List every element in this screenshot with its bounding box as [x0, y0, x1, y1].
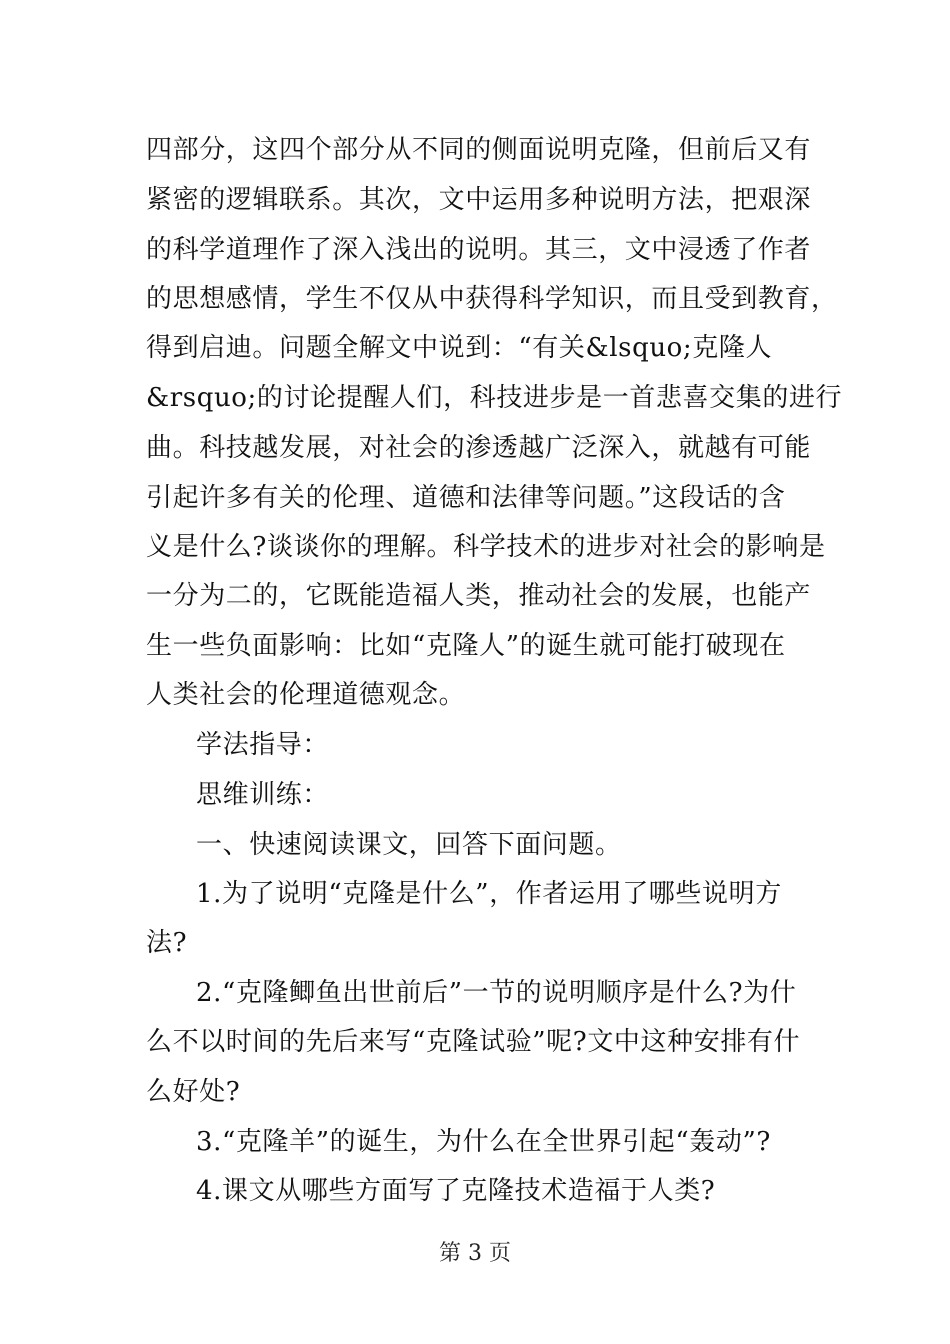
text-line: &rsquo;的讨论提醒人们，科技进步是一首悲喜交集的进行	[146, 383, 843, 413]
text-line: 紧密的逻辑联系。其次，文中运用多种说明方法，把艰深	[146, 185, 812, 215]
question-item-continuation: 法?	[146, 928, 188, 958]
question-item: 4.课文从哪些方面写了克隆技术造福于人类?	[196, 1176, 716, 1206]
text-line: 得到启迪。问题全解文中说到：“有关&lsquo;克隆人	[146, 333, 773, 363]
text-line: 义是什么?谈谈你的理解。科学技术的进步对社会的影响是	[146, 532, 826, 562]
section-heading: 学法指导：	[196, 730, 330, 760]
question-item-continuation: 么不以时间的先后来写“克隆试验”呢?文中这种安排有什	[146, 1027, 801, 1057]
question-item: 3.“克隆羊”的诞生，为什么在全世界引起“轰动”?	[196, 1127, 771, 1157]
question-intro: 一、快速阅读课文，回答下面问题。	[196, 830, 622, 860]
text-line: 生一些负面影响：比如“克隆人”的诞生就可能打破现在	[146, 631, 786, 661]
text-line: 四部分，这四个部分从不同的侧面说明克隆，但前后又有	[146, 135, 812, 165]
question-item-continuation: 么好处?	[146, 1077, 241, 1107]
text-line: 引起许多有关的伦理、道德和法律等问题。”这段话的含	[146, 483, 786, 513]
section-heading: 思维训练：	[196, 780, 330, 810]
text-line: 的思想感情，学生不仅从中获得科学知识，而且受到教育，	[146, 284, 838, 314]
page-number: 第 3 页	[439, 1241, 511, 1266]
question-item: 2.“克隆鲫鱼出世前后”一节的说明顺序是什么?为什	[196, 978, 797, 1008]
text-line: 人类社会的伦理道德观念。	[146, 680, 466, 710]
text-line: 的科学道理作了深入浅出的说明。其三，文中浸透了作者	[146, 235, 812, 265]
text-line: 一分为二的，它既能造福人类，推动社会的发展，也能产	[146, 581, 812, 611]
question-item: 1.为了说明“克隆是什么”，作者运用了哪些说明方	[196, 879, 782, 909]
text-line: 曲。科技越发展，对社会的渗透越广泛深入，就越有可能	[146, 433, 812, 463]
